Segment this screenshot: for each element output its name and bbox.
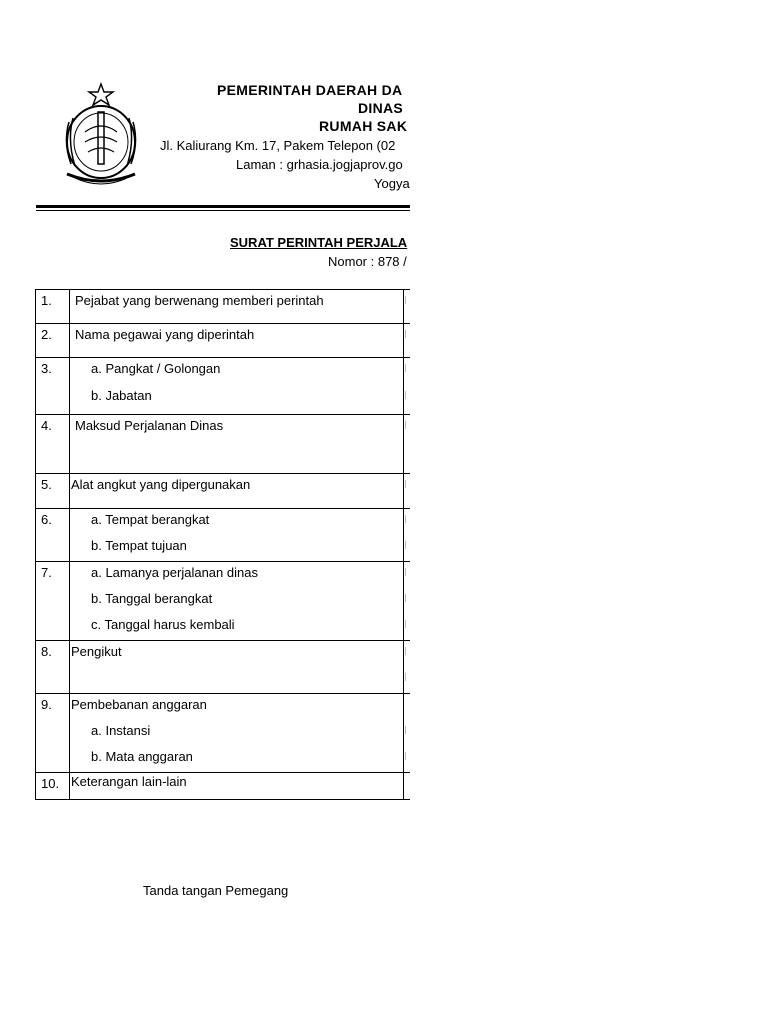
header-divider-thin xyxy=(36,210,410,211)
row-number: 4. xyxy=(41,418,52,433)
table-row xyxy=(36,290,410,324)
row-label: b. Tanggal berangkat xyxy=(91,591,213,606)
row-label: Alat angkut yang dipergunakan xyxy=(71,477,251,492)
table-row xyxy=(36,562,410,641)
header-divider xyxy=(36,205,410,208)
row-label: Maksud Perjalanan Dinas xyxy=(75,418,224,433)
row-label: Nama pegawai yang diperintah xyxy=(75,327,255,342)
row-label: c. Tanggal harus kembali xyxy=(91,617,235,632)
row-label: Pejabat yang berwenang memberi perintah xyxy=(75,293,324,308)
row-label: a. Instansi xyxy=(91,723,151,738)
row-number: 10. xyxy=(41,776,60,791)
row-number: 1. xyxy=(41,293,52,308)
header-address: Jl. Kaliurang Km. 17, Pakem Telepon (02 xyxy=(160,138,396,153)
row-number: 9. xyxy=(41,697,52,712)
header-city: Yogya xyxy=(374,176,410,191)
table-row xyxy=(36,358,410,415)
row-label: Keterangan lain-lain xyxy=(71,774,187,789)
table-row xyxy=(36,415,410,474)
row-number: 2. xyxy=(41,327,52,342)
document-title: SURAT PERINTAH PERJALA xyxy=(230,235,408,250)
header-department: DINAS xyxy=(358,100,404,116)
row-label: b. Tempat tujuan xyxy=(91,538,187,553)
row-number: 5. xyxy=(41,477,52,492)
row-label: a. Pangkat / Golongan xyxy=(91,361,221,376)
header-website: Laman : grhasia.jogjaprov.go xyxy=(236,157,403,172)
row-label: a. Tempat berangkat xyxy=(91,512,210,527)
regional-emblem-icon xyxy=(55,82,148,192)
table-row xyxy=(36,324,410,358)
document-number: Nomor : 878 / xyxy=(328,254,407,269)
table-row xyxy=(36,694,410,773)
signature-label: Tanda tangan Pemegang xyxy=(143,883,289,898)
table-row xyxy=(36,509,410,562)
row-label: a. Lamanya perjalanan dinas xyxy=(91,565,258,580)
row-number: 3. xyxy=(41,361,52,376)
row-label: b. Jabatan xyxy=(91,388,152,403)
row-number: 6. xyxy=(41,512,52,527)
header-hospital: RUMAH SAK xyxy=(319,118,408,134)
row-label: b. Mata anggaran xyxy=(91,749,193,764)
row-number: 7. xyxy=(41,565,52,580)
table-row xyxy=(36,773,410,800)
header-government: PEMERINTAH DAERAH DA xyxy=(217,82,403,98)
row-label: Pembebanan anggaran xyxy=(71,697,207,712)
table-row xyxy=(36,641,410,694)
table-row xyxy=(36,474,410,509)
row-number: 8. xyxy=(41,644,52,659)
form-table xyxy=(35,289,410,800)
row-label: Pengikut xyxy=(71,644,122,659)
